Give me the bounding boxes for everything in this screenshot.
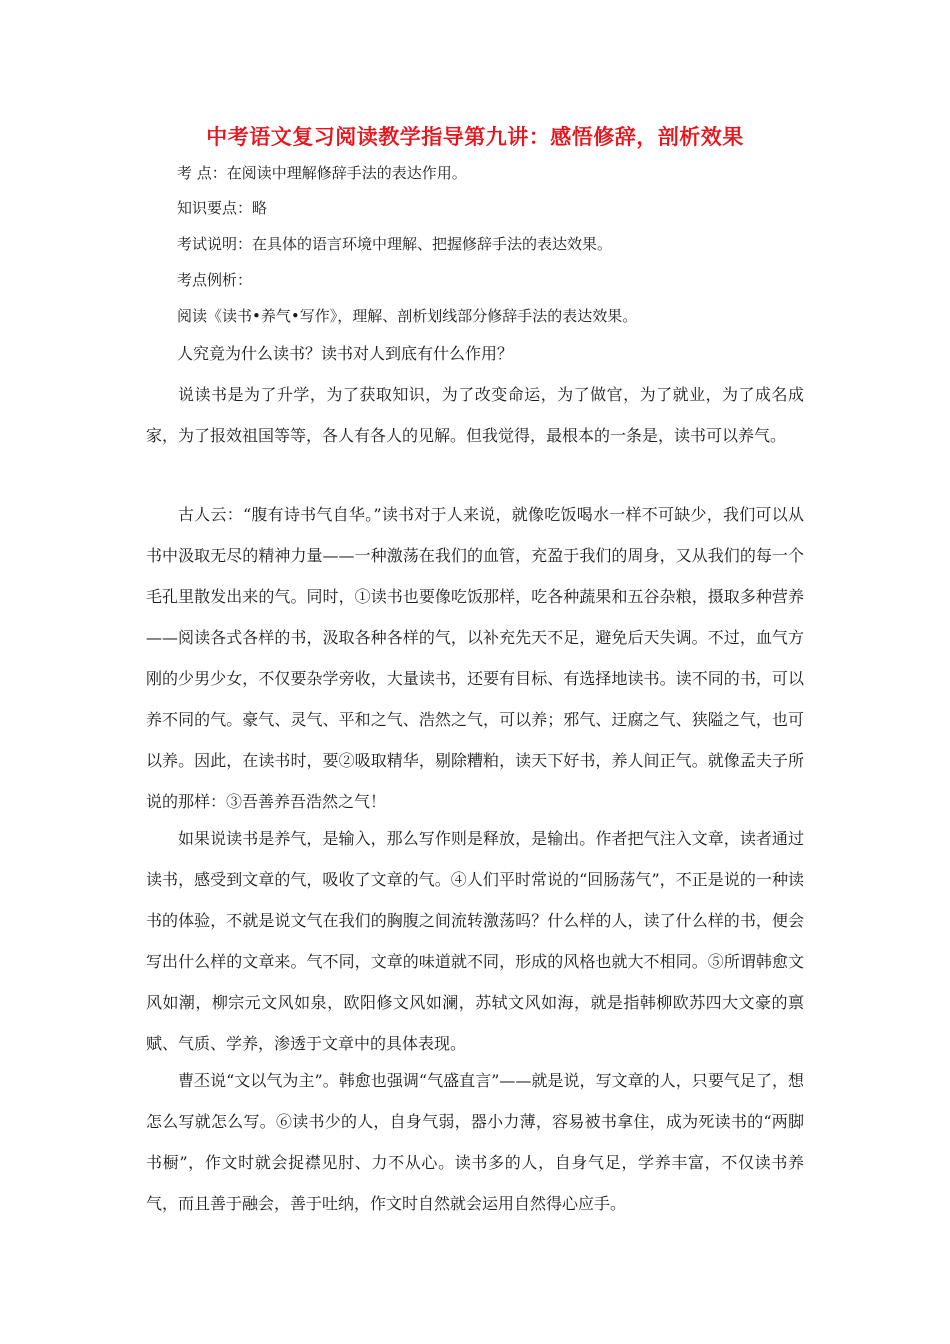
document-title: 中考语文复习阅读教学指导第九讲：感悟修辞，剖析效果 [206, 125, 744, 149]
exam-point: 考 点：在阅读中理解修辞手法的表达作用。 [177, 164, 467, 182]
knowledge-points: 知识要点：略 [177, 199, 268, 217]
exam-description: 考试说明：在具体的语言环境中理解、把握修辞手法的表达效果。 [177, 235, 613, 253]
opening-question: 人究竟为什么读书？读书对人到底有什么作用？ [177, 344, 514, 363]
paragraph-3: 如果说读书是养气，是输入，那么写作则是释放，是输出。作者把气注入文章，读者通过读书，感受到文章的气，吸收了文章的气。④人们平时常说的“回肠荡气”，不正是说的一种读书的体验，不就是说文气在我们的胸腹之间流转激荡吗？什么样的人，读了什么样的书，便会写出什么样的文章来。气不同，文章的味道就不同，形成的风格也就大不相同。⑤所谓韩愈文风如潮，柳宗元文风如泉，欧阳修文风如澜，苏轼文风如海，就是指韩柳欧苏四大文豪的禀赋、气质、学养，渗透于文章中的具体表现。 [146, 829, 804, 1053]
example-heading: 考点例析： [177, 271, 253, 289]
reading-instruction: 阅读《读书•养气•写作》，理解、剖析划线部分修辞手法的表达效果。 [177, 307, 638, 325]
paragraph-2: 古人云：“腹有诗书气自华。”读书对于人来说，就像吃饭喝水一样不可缺少，我们可以从书中汲取无尽的精神力量——一种激荡在我们的血管，充盈于我们的周身，又从我们的每一个毛孔里散发出来的气。同时，①读书也要像吃饭那样，吃各种蔬果和五谷杂粮，摄取多种营养——阅读各式各样的书，汲取各种各样的气，以补充先天不足，避免后天失调。不过，血气方刚的少男少女，不仅要杂学旁收，大量读书，还要有目标、有选择地读书。读不同的书，可以养不同的气。豪气、灵气、平和之气、浩然之气，可以养；邪气、迂腐之气、狭隘之气，也可以养。因此，在读书时，要②吸取精华，剔除糟粕，读天下好书，养人间正气。就像孟夫子所说的那样：③吾善养吾浩然之气！ [146, 505, 804, 811]
paragraph-1: 说读书是为了升学，为了获取知识，为了改变命运，为了做官，为了就业，为了成名成家，为了报效祖国等等，各人有各人的见解。但我觉得，最根本的一条是，读书可以养气。 [146, 385, 804, 445]
paragraph-4: 曹丕说“文以气为主”。韩愈也强调“气盛直言”——就是说，写文章的人，只要气足了，想怎么写就怎么写。⑥读书少的人，自身气弱，器小力薄，容易被书拿住，成为死读书的“两脚书橱”，作文时就会捉襟见肘、力不从心。读书多的人，自身气足，学养丰富，不仅读书养气，而且善于融会，善于吐纳，作文时自然就会运用自然得心应手。 [146, 1071, 804, 1213]
